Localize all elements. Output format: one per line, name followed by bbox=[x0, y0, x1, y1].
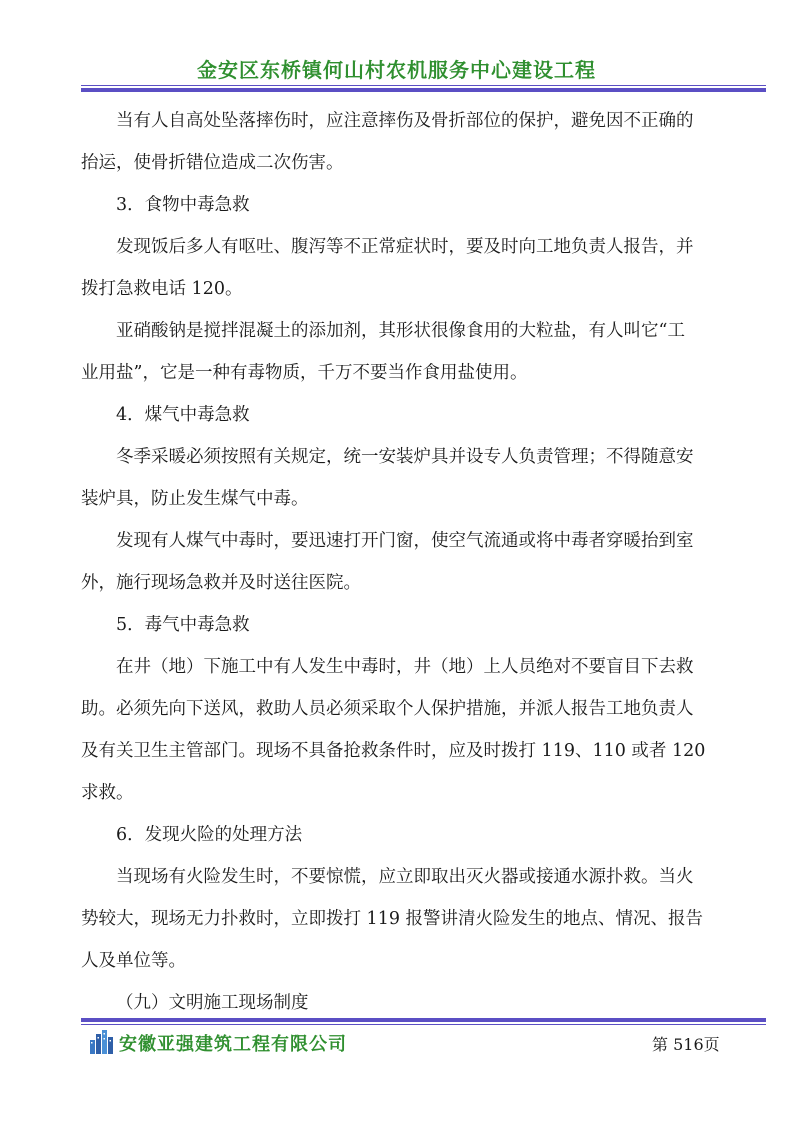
body-line: 当有人自高处坠落摔伤时，应注意摔伤及骨折部位的保护，避免因不正确的 bbox=[116, 111, 694, 131]
body-line: 冬季采暖必须按照有关规定，统一安装炉具并设专人负责管理；不得随意安 bbox=[116, 447, 694, 467]
page-number: 第 516页 bbox=[652, 1035, 720, 1054]
body-line: 助。必须先向下送风，救助人员必须采取个人保护措施，并派人报告工地负责人 bbox=[81, 699, 694, 719]
footer-rule-thick bbox=[81, 1018, 766, 1022]
section-heading: 5．毒气中毒急救 bbox=[116, 615, 250, 635]
body-line: 及有关卫生主管部门。现场不具备抢救条件时，应及时拨打 119、110 或者 120 bbox=[81, 741, 706, 761]
body-line: 亚硝酸钠是搅拌混凝土的添加剂，其形状很像食用的大粒盐，有人叫它“工 bbox=[116, 321, 685, 341]
footer-rule-thin bbox=[81, 1024, 766, 1025]
body-line: 拨打急救电话 120。 bbox=[81, 279, 243, 299]
section-heading: 3．食物中毒急救 bbox=[116, 195, 250, 215]
header-rule-thick bbox=[81, 88, 766, 92]
body-line: 业用盐”，它是一种有毒物质，千万不要当作食用盐使用。 bbox=[81, 363, 528, 383]
body-line: 人及单位等。 bbox=[81, 951, 186, 971]
header-title: 金安区东桥镇何山村农机服务中心建设工程 bbox=[197, 58, 596, 82]
company-logo-icon bbox=[89, 1030, 115, 1054]
body-line: 当现场有火险发生时，不要惊慌，应立即取出灭火器或接通水源扑救。当火 bbox=[116, 867, 694, 887]
section-heading: 4．煤气中毒急救 bbox=[116, 405, 250, 425]
body-line: 装炉具，防止发生煤气中毒。 bbox=[81, 489, 309, 509]
header-rule-thin bbox=[81, 85, 766, 86]
body-line: 发现饭后多人有呕吐、腹泻等不正常症状时，要及时向工地负责人报告，并 bbox=[116, 237, 694, 257]
section-heading: （九）文明施工现场制度 bbox=[116, 993, 309, 1013]
section-heading: 6．发现火险的处理方法 bbox=[116, 825, 303, 845]
body-line: 势较大，现场无力扑救时，立即拨打 119 报警讲清火险发生的地点、情况、报告 bbox=[81, 909, 704, 929]
body-line: 发现有人煤气中毒时，要迅速打开门窗，使空气流通或将中毒者穿暖抬到室 bbox=[116, 531, 694, 551]
body-line: 抬运，使骨折错位造成二次伤害。 bbox=[81, 153, 344, 173]
body-line: 求救。 bbox=[81, 783, 134, 803]
body-line: 外，施行现场急救并及时送往医院。 bbox=[81, 573, 361, 593]
body-line: 在井（地）下施工中有人发生中毒时，井（地）上人员绝对不要盲目下去救 bbox=[116, 657, 694, 677]
footer-company-name: 安徽亚强建筑工程有限公司 bbox=[119, 1034, 347, 1055]
